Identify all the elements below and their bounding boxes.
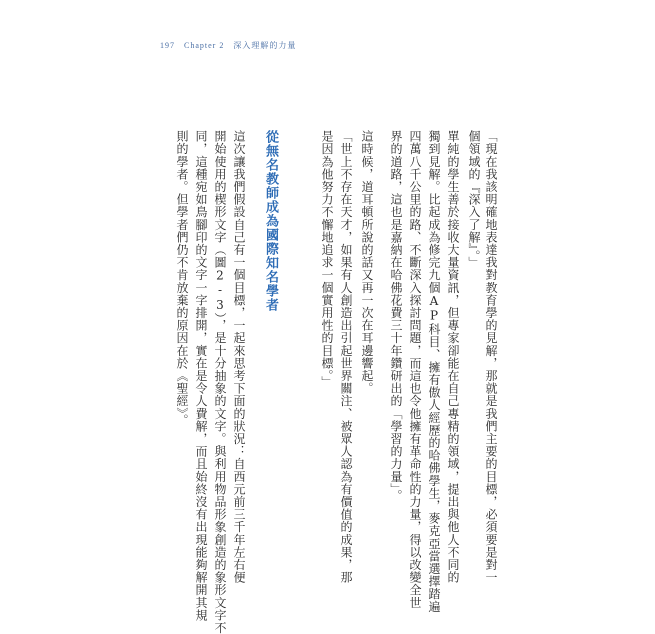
chapter-title: 深入理解的力量 [233,41,297,50]
text-column: 四萬八千公里的路、不斷深入探討問題，而這也令他擁有革命性的力量，得以改變全世 [408,130,422,609]
text-column: 同，這種宛如鳥腳印的文字一字排開，實在是令人費解，而且始終沒有出現能夠解開其規 [194,130,208,622]
text-column: 這時候，道耳頓所說的話又再一次在耳邊響起。 [360,130,374,395]
chapter-label: Chapter 2 [184,41,225,50]
text-column: 是因為他努力不懈地追求一個實用性的目標。」 [320,130,334,389]
text-column: 獨到見解。比起成為修完九個AP科目、擁有傲人經歷的哈佛學生，麥克亞當選擇踏遍 [427,130,441,613]
text-column: 這次讓我們假設自己有一個目標，一起來思考下面的狀況：自西元前三千年左右便 [232,130,246,584]
text-column: 個領域的『深入了解』。」 [467,130,481,270]
text-column: 單純的學生善於接收大量資訊，但專家卻能在自己專精的領域，提出與他人不同的 [446,130,460,584]
text-column: 「現在我該明確地表達我對教育學的見解，那就是我們主要的目標，必須要是對一 [484,130,498,584]
page-number: 197 [160,41,175,50]
text-column: 則的學者。但學者們仍不肯放棄的原因在於《聖經》。 [175,130,189,427]
text-column: 「世上不存在天才，如果有人創造出引起世界關注、被眾人認為有價值的成果，那 [339,130,353,584]
section-heading: 從無名教師成為國際知名學者 [263,130,278,312]
text-column: 開始使用的楔形文字（圖2-3），是十分抽象的文字。與利用物品形象創造的象形文字不 [213,130,227,634]
text-column: 界的道路，這也是嘉納在哈佛花費三十年鑽研出的「學習的力量」。 [389,130,403,502]
running-header [160,40,302,51]
